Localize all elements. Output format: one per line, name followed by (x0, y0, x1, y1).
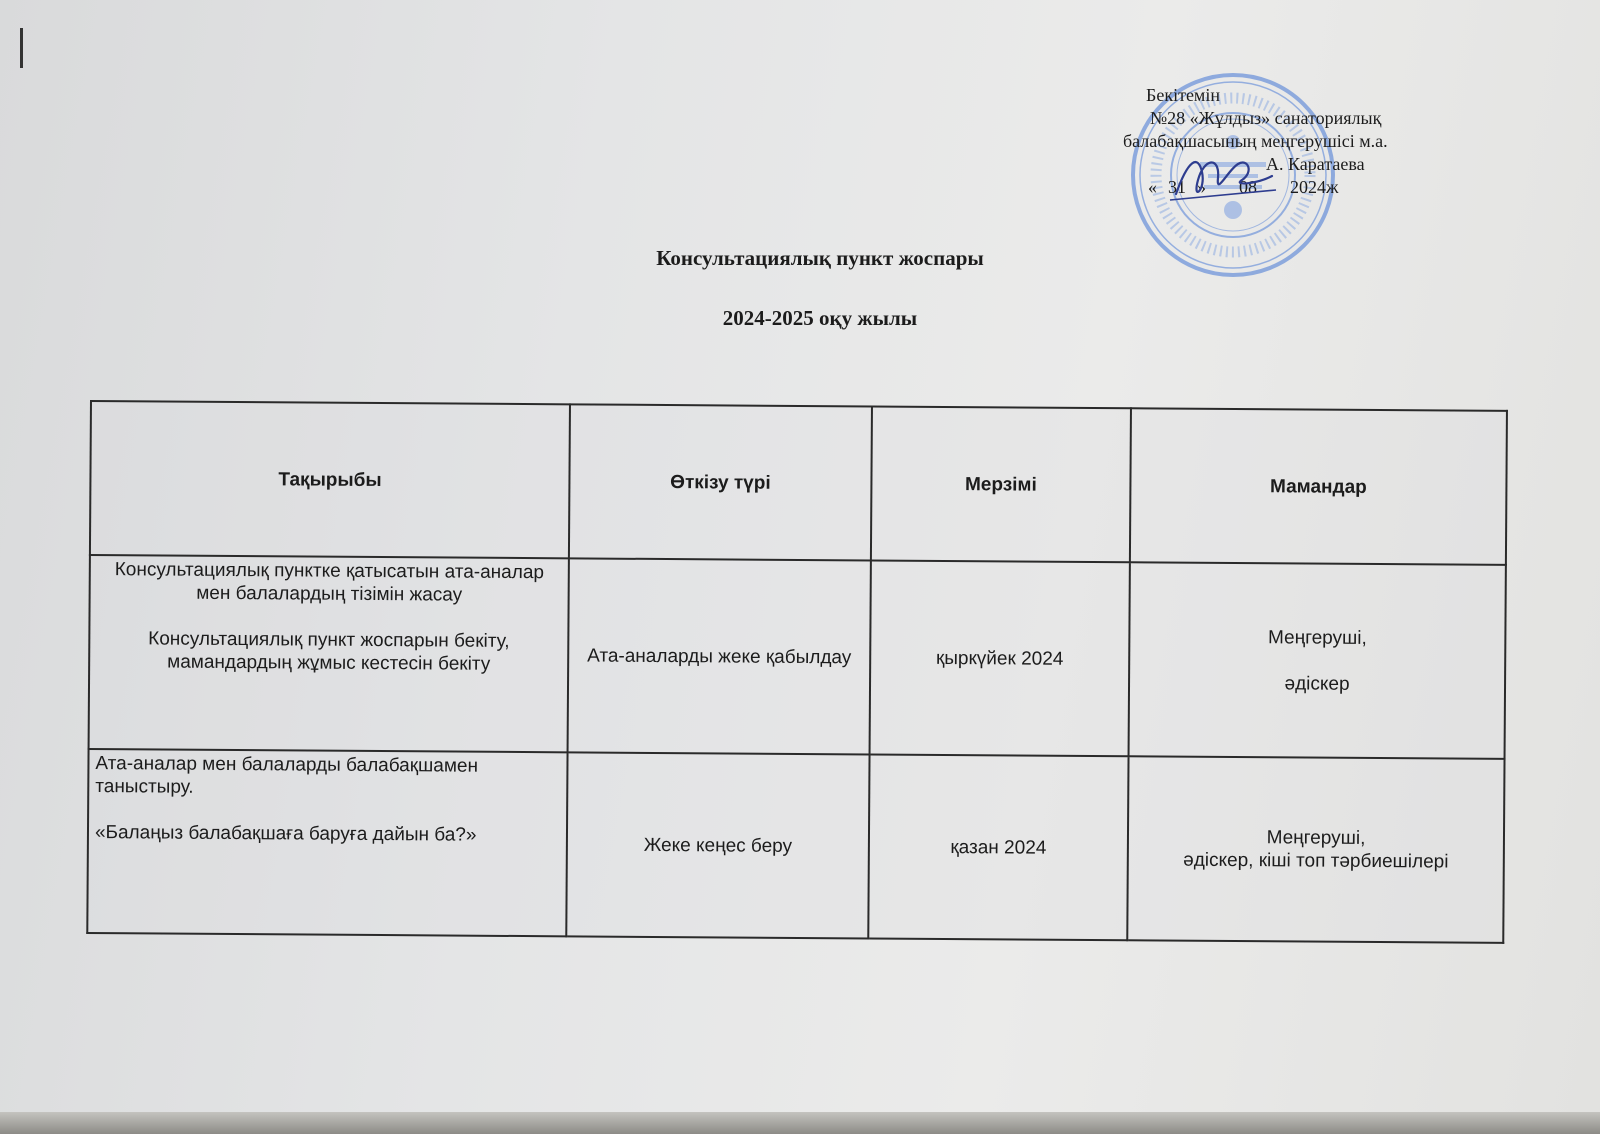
specialists-text: әдіскер, кіші топ тәрбиешілері (1183, 849, 1449, 873)
approval-date-close-quote: » (1197, 177, 1206, 197)
handwritten-signature-icon (1168, 150, 1278, 210)
specialists-text: Меңгеруші, (1267, 627, 1367, 649)
approval-date-year: 2024ж (1290, 177, 1339, 197)
specialists-text: әдіскер (1284, 673, 1350, 695)
approval-date-month: 08 (1239, 177, 1257, 197)
table-row (87, 749, 1504, 942)
topic-text: Консультациялық пункт жоспарын бекіту, мамандардың жұмыс кестесін бекіту (148, 628, 510, 676)
topic-text: Ата-аналар мен балаларды балабақшамен таныстыру. (95, 753, 479, 799)
format-cell: Жеке кеңес беру (566, 753, 869, 939)
header-specialists: Мамандар (1130, 408, 1507, 565)
paper-shadow-edge (0, 1112, 1600, 1134)
academic-year: 2024-2025 оқу жылы (722, 306, 918, 330)
header-format: Өткізу түрі (569, 404, 872, 560)
format-cell: Ата-аналарды жеке қабылдау (568, 559, 871, 755)
approval-organization: №28 «Жұлдыз» санаториялық (1150, 108, 1382, 128)
table-row (89, 555, 1506, 759)
topic-cell (87, 749, 567, 936)
specialists-cell (1127, 757, 1504, 943)
margin-mark (20, 28, 23, 68)
topic-text: «Балаңыз балабақшаға баруға дайын ба?» (94, 822, 477, 847)
approval-label: Бекітемін (1146, 85, 1220, 105)
document-title: Консультациялық пункт жоспары (656, 246, 984, 270)
approval-date-day: 31 (1168, 177, 1186, 197)
specialists-cell (1129, 563, 1506, 760)
consultation-plan-table (86, 400, 1508, 944)
date-cell: қыркүйек 2024 (869, 561, 1130, 757)
approval-position: балабақшасының меңгерушісі м.а. (1123, 131, 1388, 151)
specialists-text: Меңгеруші, (1266, 827, 1366, 850)
header-topic: Тақырыбы (90, 401, 570, 559)
topic-cell (89, 555, 569, 752)
approval-date-open-quote: « (1148, 177, 1157, 197)
table-header-row (90, 401, 1507, 565)
header-date: Мерзімі (871, 406, 1131, 562)
topic-text: Консультациялық пунктке қатысатын ата-аналар мен балалардың тізімін жасау (114, 559, 545, 606)
date-cell: қазан 2024 (868, 755, 1128, 940)
approval-signer-name: А. Каратаева (1266, 154, 1365, 174)
